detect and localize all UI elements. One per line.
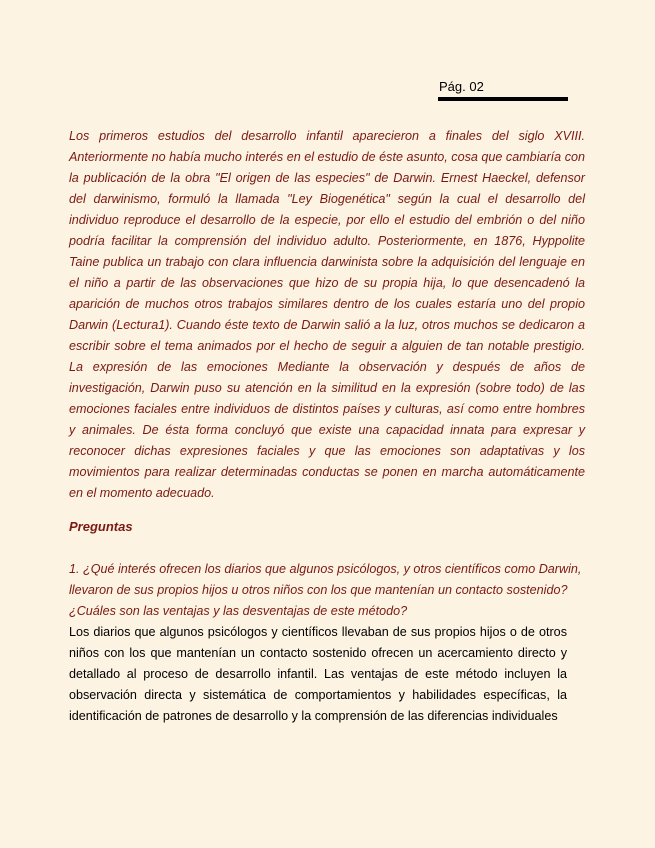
section-heading-preguntas: Preguntas [69, 519, 133, 534]
question-1: 1. ¿Qué interés ofrecen los diarios que algunos psicólogos, y otros científicos como Darwin, llevaron de sus propios hijos u otros niños con los que mantenían un contacto sostenido? ¿Cuáles son las ventajas y las desventajas de este método? [69, 562, 582, 618]
page-number: Pág. 02 [439, 79, 484, 94]
answer-1: Los diarios que algunos psicólogos y científicos llevaban de sus propios hijos o de otros niños con los que mantenían un contacto sostenido ofrecen un acercamiento directo y detallado al proceso de desarrollo infantil. Las ventajas de este método incluyen la observación directa y sistemática de comportamientos y habilidades específicas, la identificación de patrones de desarrollo y la comprensión de las diferencias individuales [69, 625, 567, 723]
intro-paragraph: Los primeros estudios del desarrollo infantil aparecieron a finales del siglo XVIII. Anteriormente no había mucho interés en el estudio de éste asunto, cosa que cambiaría con la publicación de la obra "El origen de las especies" de Darwin. Ernest Haeckel, defensor del darwinismo, formuló la llamada "Ley Biogenética" según la cual el desarrollo del individuo reproduce el desarrollo de la especie, por ello el estudio del embrión o del niño podría facilitar la comprensión del individuo adulto. Posteriormente, en 1876, Hyppolite Taine publica un trabajo con clara influencia darwinista sobre la adquisición del lenguaje en el niño a partir de las observaciones que hizo de su propia hija, lo que desencadenó la aparición de muchos otros trabajos similares dentro de los cuales estaría uno del propio Darwin (Lectura1). Cuando éste texto de Darwin salió a la luz, otros muchos se dedicaron a escribir sobre el tema animados por el hecho de seguir a alguien de tan notable prestigio. La expresión de las emociones Mediante la observación y después de años de investigación, Darwin puso su atención en la similitud en la expresión (sobre todo) de las emociones faciales entre individuos de distintos países y culturas, así como entre hombres y animales. De ésta forma concluyó que existe una capacidad innata para expresar y reconocer dichas expresiones faciales y que las emociones son adaptativas y los movimientos para realizar determinadas conductas se ponen en marcha automáticamente en el momento adecuado. [69, 129, 585, 500]
page-number-underline [438, 97, 568, 101]
